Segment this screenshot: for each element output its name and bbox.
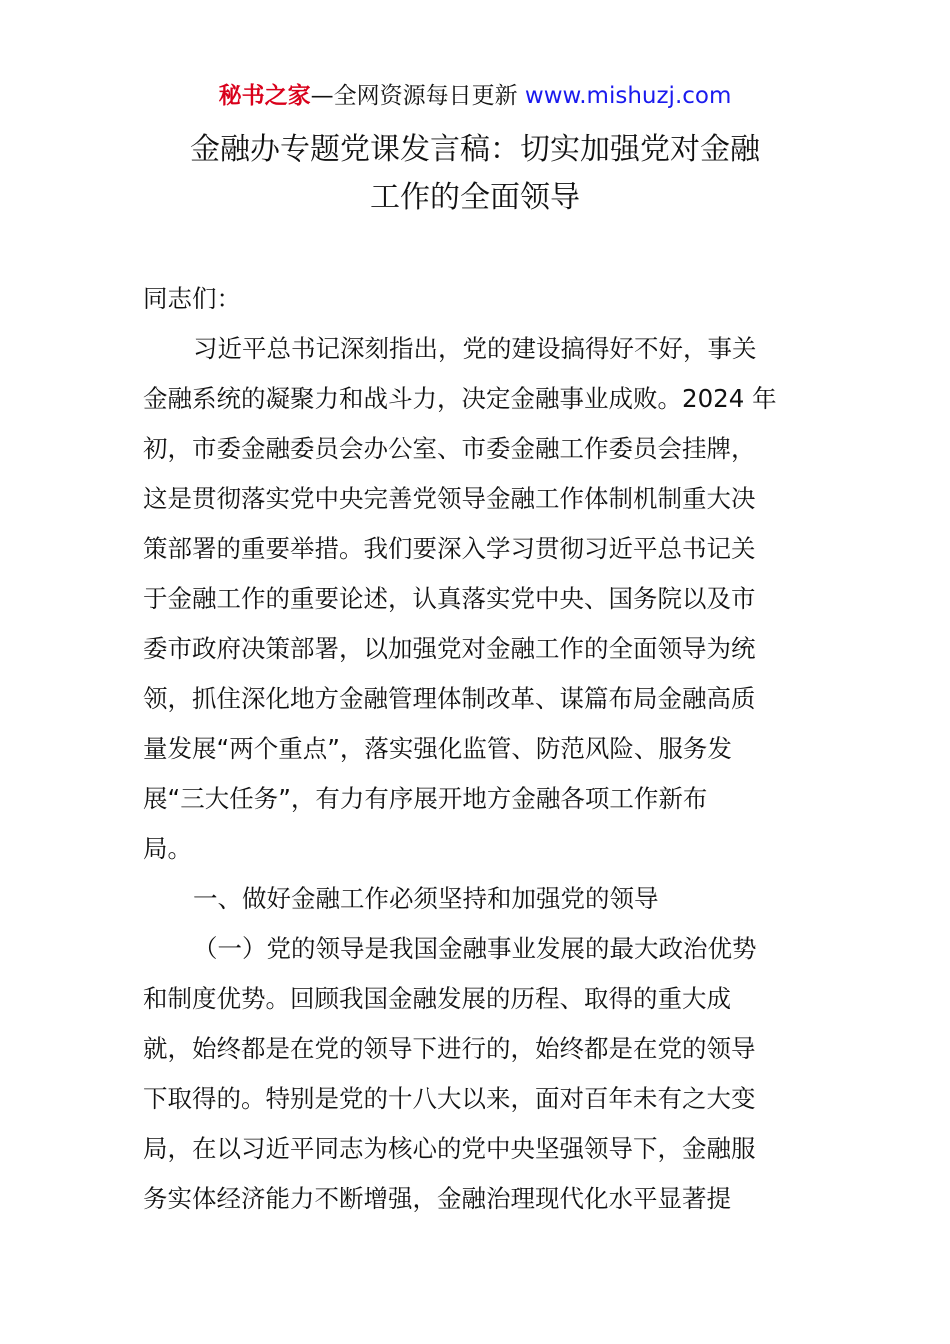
site-header: [0, 80, 950, 112]
body-line: 和制度优势。回顾我国金融发展的历程、取得的重大成: [143, 984, 731, 1013]
document-title-line-2: 工作的全面领导: [370, 180, 580, 215]
body-line: 展“三大任务”，有力有序展开地方金融各项工作新布: [143, 784, 708, 813]
body-line: 下取得的。特别是党的十八大以来，面对百年未有之大变: [143, 1084, 756, 1113]
body-line: 策部署的重要举措。我们要深入学习贯彻习近平总书记关: [143, 534, 756, 563]
body-line: 同志们：: [143, 284, 241, 313]
body-line: 局，在以习近平同志为核心的党中央坚强领导下，金融服: [143, 1134, 756, 1163]
body-line: 一、做好金融工作必须坚持和加强党的领导: [193, 884, 659, 913]
body-line: 局。: [143, 834, 192, 863]
site-brand: 秘书之家: [218, 83, 311, 109]
body-line: 这是贯彻落实党中央完善党领导金融工作体制机制重大决: [143, 484, 756, 513]
body-line: 初，市委金融委员会办公室、市委金融工作委员会挂牌，: [143, 434, 756, 463]
body-line: 务实体经济能力不断增强，金融治理现代化水平显著提: [143, 1184, 731, 1213]
site-url-link[interactable]: www.mishuzj.com: [524, 83, 732, 109]
document-body: [143, 274, 808, 1224]
body-line: 领，抓住深化地方金融管理体制改革、谋篇布局金融高质: [143, 684, 756, 713]
body-line: 于金融工作的重要论述，认真落实党中央、国务院以及市: [143, 584, 756, 613]
body-line: （一）党的领导是我国金融事业发展的最大政治优势: [193, 934, 757, 963]
site-tagline: —全网资源每日更新: [310, 83, 525, 109]
body-line: 量发展“两个重点”，落实强化监管、防范风险、服务发: [143, 734, 732, 763]
body-line: 习近平总书记深刻指出，党的建设搞得好不好，事关: [193, 334, 757, 363]
body-line: 金融系统的凝聚力和战斗力，决定金融事业成败。2024 年: [143, 384, 777, 413]
body-line: 就，始终都是在党的领导下进行的，始终都是在党的领导: [143, 1034, 756, 1063]
document-title-line-1: 金融办专题党课发言稿：切实加强党对金融: [190, 132, 760, 167]
body-line: 委市政府决策部署，以加强党对金融工作的全面领导为统: [143, 634, 756, 663]
